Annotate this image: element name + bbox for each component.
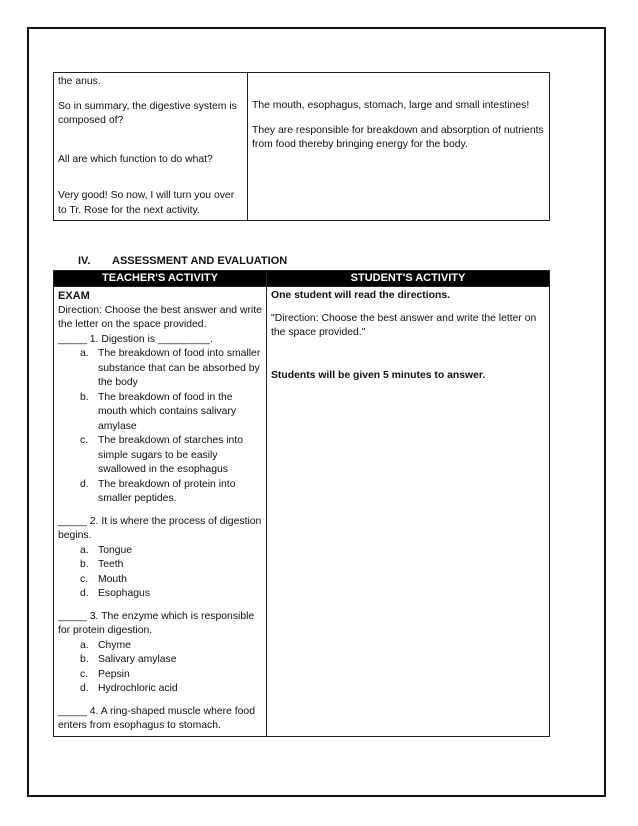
question-4	[58, 705, 262, 734]
question-stem: _____ 3. The enzyme which is responsible for protein digestion.	[58, 610, 255, 636]
section-heading	[78, 255, 287, 267]
header-teacher: TEACHER'S ACTIVITY	[54, 271, 267, 287]
header-student: STUDENT'S ACTIVITY	[267, 271, 550, 287]
student-instruction: One student will read the directions.	[271, 290, 450, 301]
question-2	[58, 515, 262, 602]
student-activity-cell	[267, 287, 550, 737]
dialogue-line: The mouth, esophagus, stomach, large and small intestines!	[252, 100, 530, 111]
choice-list	[58, 347, 262, 507]
choice-item: b. Teeth	[80, 559, 124, 570]
dialogue-line: the anus.	[58, 76, 101, 87]
lesson-dialogue-table	[53, 72, 550, 221]
question-stem: _____ 1. Digestion is _________.	[58, 333, 213, 345]
question-stem: _____ 4. A ring-shaped muscle where food enters from esophagus to stomach.	[58, 705, 255, 731]
exam-label: EXAM	[58, 290, 90, 302]
choice-item: b. The breakdown of food in the mouth which contains salivary amylase	[80, 391, 237, 432]
question-1	[58, 333, 262, 507]
choice-item: b. Salivary amylase	[80, 654, 177, 665]
teacher-activity-cell	[54, 287, 267, 737]
student-time-note: Students will be given 5 minutes to answer.	[271, 369, 486, 381]
question-3	[58, 610, 262, 697]
question-stem: _____ 2. It is where the process of digestion begins.	[58, 515, 262, 541]
table-header-row	[54, 271, 550, 287]
dialogue-line: All are which function to do what?	[58, 153, 213, 165]
choice-item: d. The breakdown of protein into smaller peptides.	[80, 478, 236, 504]
section-number: IV.	[78, 255, 91, 267]
student-cell	[248, 73, 550, 221]
section-title: ASSESSMENT AND EVALUATION	[112, 255, 288, 267]
choice-item: a. Tongue	[80, 544, 133, 556]
table-row	[54, 287, 550, 737]
exam-direction: Direction: Choose the best answer and write the letter on the space provided.	[58, 304, 262, 330]
choice-item: c. Mouth	[80, 573, 127, 585]
choice-item: a. The breakdown of food into smaller substance that can be absorbed by the body	[80, 348, 261, 388]
choice-item: c. The breakdown of starches into simple sugars to be easily swallowed in the esophagus	[80, 435, 243, 475]
choice-item: a. Chyme	[80, 639, 131, 651]
choice-item: d. Esophagus	[80, 588, 150, 599]
dialogue-line: They are responsible for breakdown and absorption of nutrients from food thereby bringing energy for the body.	[252, 124, 544, 150]
choice-item: d. Hydrochloric acid	[80, 683, 178, 694]
dialogue-line: So in summary, the digestive system is composed of?	[58, 100, 237, 126]
assessment-table	[53, 270, 550, 737]
teacher-cell	[54, 73, 248, 221]
student-direction-quote: "Direction: Choose the best answer and write the letter on the space provided."	[271, 312, 537, 338]
table-row	[54, 73, 550, 221]
choice-item: c. Pepsin	[80, 668, 130, 680]
dialogue-line: Very good! So now, I will turn you over to Tr. Rose for the next activity.	[58, 190, 235, 216]
choice-list	[58, 639, 262, 697]
choice-list	[58, 544, 262, 602]
